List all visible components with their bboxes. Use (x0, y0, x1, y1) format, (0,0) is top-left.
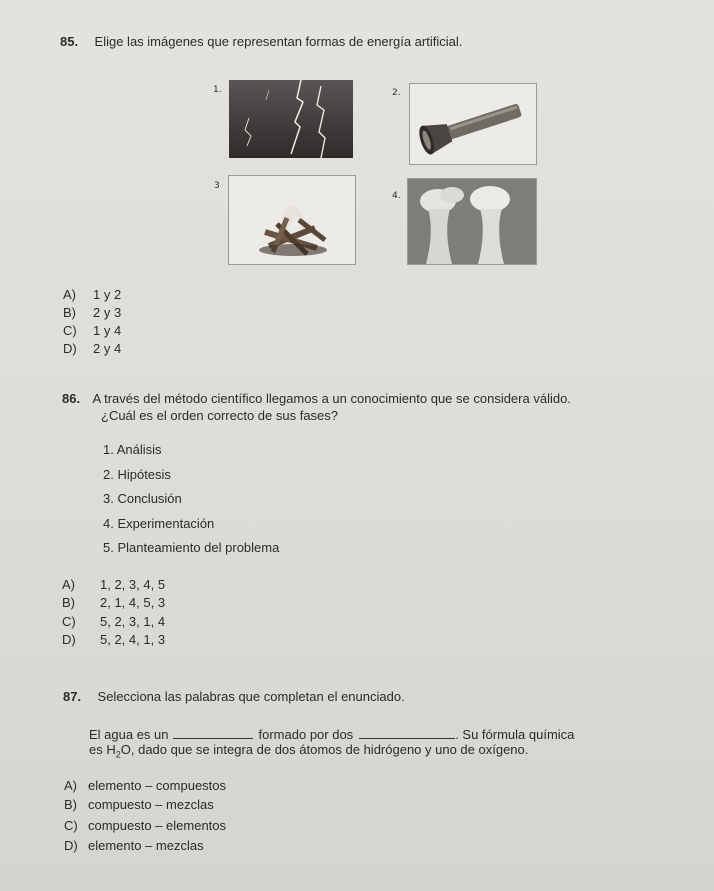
option-d[interactable] (63, 341, 121, 356)
image-3[interactable] (228, 175, 356, 265)
option-text: elemento – mezclas (88, 838, 204, 853)
option-c[interactable] (62, 614, 165, 629)
question-text: A través del método científico llegamos a un conocimiento que se considera válido. (92, 391, 571, 406)
option-letter: D) (64, 838, 78, 853)
question-text-line2: ¿Cuál es el orden correcto de sus fases? (101, 408, 339, 423)
option-text: 2, 1, 4, 5, 3 (100, 595, 166, 610)
option-letter: A) (62, 577, 75, 592)
option-c[interactable] (64, 818, 226, 833)
list-item: 2. Hipótesis (103, 467, 171, 482)
image-label-1: 1. (213, 85, 222, 95)
list-item: 4. Experimentación (103, 516, 215, 531)
statement-line-2 (89, 742, 528, 760)
option-letter: B) (62, 595, 75, 610)
option-text: 1 y 4 (93, 323, 122, 338)
option-text: 2 y 4 (93, 341, 122, 356)
option-text: elemento – compuestos (88, 778, 227, 793)
option-a[interactable] (64, 778, 226, 793)
option-letter: C) (63, 323, 77, 338)
statement-part: . Su fórmula química (455, 727, 575, 742)
option-text: 5, 2, 4, 1, 3 (100, 632, 166, 647)
option-b[interactable] (63, 305, 121, 320)
option-text: 1, 2, 3, 4, 5 (100, 577, 166, 592)
question-85 (60, 33, 462, 51)
option-text: compuesto – elementos (88, 818, 227, 833)
cooling-towers-icon (408, 179, 536, 264)
option-letter: D) (62, 632, 76, 647)
statement-part: formado por dos (258, 727, 354, 742)
option-text: 2 y 3 (93, 305, 122, 320)
option-letter: B) (64, 797, 77, 812)
image-label-2: 2. (392, 88, 401, 98)
option-letter: B) (63, 305, 76, 320)
option-letter: D) (63, 341, 77, 356)
option-letter: A) (64, 778, 77, 793)
statement-part: El agua es un (89, 727, 169, 742)
lightning-icon (229, 80, 353, 158)
image-label-3: 3 (214, 181, 220, 191)
question-86 (62, 390, 571, 408)
campfire-icon (229, 176, 355, 264)
option-b[interactable] (64, 797, 214, 812)
statement-part: es H (89, 742, 116, 757)
blank-2[interactable] (359, 727, 455, 739)
subscript: 2 (115, 749, 121, 760)
image-label-4: 4. (392, 191, 401, 201)
list-item: 3. Conclusión (103, 491, 182, 506)
image-1[interactable] (229, 80, 353, 158)
statement-part: O, dado que se integra de dos átomos de hidrógeno y uno de oxígeno. (120, 742, 529, 757)
option-b[interactable] (62, 595, 165, 610)
option-c[interactable] (63, 323, 121, 338)
question-number: 86. (62, 391, 81, 406)
blank-1[interactable] (173, 727, 253, 739)
statement-line-1 (89, 727, 574, 742)
image-2[interactable] (409, 83, 537, 165)
question-text: Selecciona las palabras que completan el enunciado. (97, 689, 405, 704)
flashlight-icon (410, 84, 536, 164)
option-text: 5, 2, 3, 1, 4 (100, 614, 166, 629)
option-a[interactable] (62, 577, 165, 592)
question-number: 85. (60, 34, 79, 49)
list-item: 5. Planteamiento del problema (103, 540, 280, 555)
question-87 (63, 688, 405, 706)
option-letter: C) (62, 614, 76, 629)
list-item: 1. Análisis (103, 442, 162, 457)
option-text: compuesto – mezclas (88, 797, 214, 812)
option-a[interactable] (63, 287, 121, 302)
option-d[interactable] (64, 838, 204, 853)
question-number: 87. (63, 689, 82, 704)
option-letter: A) (63, 287, 76, 302)
option-text: 1 y 2 (93, 287, 122, 302)
question-text: Elige las imágenes que representan formas de energía artificial. (94, 34, 463, 49)
option-letter: C) (64, 818, 78, 833)
image-4[interactable] (407, 178, 537, 265)
option-d[interactable] (62, 632, 165, 647)
